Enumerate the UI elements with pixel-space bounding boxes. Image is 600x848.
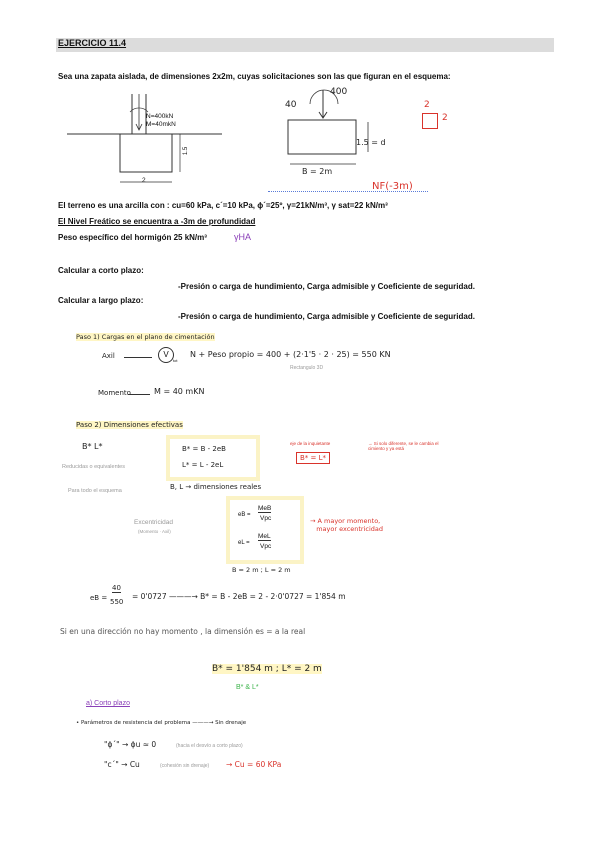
short-item: -Presión o carga de hundimiento, Carga admisible y Coeficiente de seguridad. <box>178 282 475 291</box>
box1-line1: B* = B - 2eB <box>182 445 226 453</box>
concrete-text: Peso específico del hormigón 25 kN/m³ <box>58 233 207 242</box>
bl-real: B, L → dimensiones reales <box>170 483 262 491</box>
sketch-load: 400 <box>330 87 348 97</box>
sketch-depth: 1.5 = d <box>356 138 386 147</box>
red-note2: → Si solo diferente, se le cambia el cimiento y ya está <box>368 441 439 451</box>
axil-sub: tot <box>173 358 178 363</box>
final-result: B* = 1'854 m ; L* = 2 m <box>212 664 322 674</box>
axil-label: Axil <box>102 352 115 360</box>
phi-note: (hacia el desvío a corto plazo) <box>176 743 243 749</box>
eb-num: MeB <box>258 505 272 512</box>
page-title: EJERCICIO 11.4 <box>58 38 127 48</box>
momento-arrow <box>128 394 150 395</box>
el-den: Vpc <box>260 543 272 550</box>
axil-symbol: V <box>158 347 174 363</box>
box1-line2: L* = L - 2eL <box>182 461 224 469</box>
red-mayor: → A mayor momento, mayor excentricidad <box>310 517 384 533</box>
eb-den: Vpc <box>260 515 272 522</box>
cu-value: → Cu = 60 KPa <box>226 760 282 769</box>
load-labels <box>146 113 176 129</box>
intro-text: Sea una zapata aislada, de dimensiones 2x2m, cuyas solicitaciones son las que figuran en el esquema: <box>58 72 451 81</box>
el-num: MeL <box>258 533 271 540</box>
long-item: -Presión o carga de hundimiento, Carga admisible y Coeficiente de seguridad. <box>178 312 475 321</box>
c-note: (cohesión sin drenaje) <box>160 763 210 769</box>
width-label: 2 <box>142 177 146 184</box>
momento-label: Momento <box>98 389 131 397</box>
excent-sub: (Momento · Axil) <box>138 529 171 534</box>
water-text: El Nivel Freático se encuentra a -3m de profundidad <box>58 217 256 226</box>
long-label: Calcular a largo plazo: <box>58 296 144 305</box>
header-bar <box>56 38 554 52</box>
axil-equation: N + Peso propio = 400 + (2·1'5 · 2 · 25) = 550 KN <box>190 350 391 359</box>
b2l2: B = 2 m ; L = 2 m <box>232 566 291 574</box>
corto-heading: a) Corto plazo <box>86 700 130 707</box>
concrete-symbol: γHA <box>234 232 252 242</box>
sketch-moment: 40 <box>285 100 297 110</box>
phi-line: "ϕ´" → ϕu ≈ 0 <box>104 740 157 749</box>
sketch-nf: NF(-3m) <box>372 181 413 192</box>
m-label: M=40mkN <box>146 121 176 128</box>
sketch-width: B = 2m <box>302 167 333 176</box>
eb-calc-lhs: eB = <box>90 594 108 602</box>
c-line: "c´" → Cu <box>104 760 140 769</box>
paso1-heading: Paso 1) Cargas en el plano de cimentación <box>76 333 215 341</box>
el-lhs: eL = <box>238 540 250 546</box>
rect-note: Rectangulo 3D <box>290 365 324 371</box>
paso2-heading: Paso 2) Dimensiones efectivas <box>76 421 183 429</box>
square-sketch <box>422 113 438 129</box>
final-sub: B* & L* <box>236 684 259 691</box>
red-note1: eje de la inquietante <box>290 441 331 446</box>
momento-equation: M = 40 mKN <box>154 387 205 396</box>
n-label: N=400kN <box>146 113 174 120</box>
red-box: B* = L* <box>296 452 330 464</box>
square-right: 2 <box>442 113 448 123</box>
excent-label: Excentricidad <box>134 519 174 526</box>
eb-calc-den: 550 <box>110 598 124 606</box>
axil-arrow <box>124 357 152 358</box>
short-label: Calcular a corto plazo: <box>58 266 144 275</box>
reducidas-note: Reducidas o equivalentes <box>62 464 125 470</box>
eb-calc-num: 40 <box>112 584 121 592</box>
depth-label: 1.5 <box>183 146 190 156</box>
excent-box <box>226 496 304 564</box>
para-note: Para todo el esquema <box>68 488 122 494</box>
footing-diagram <box>62 92 232 197</box>
param-line: • Parámetros de resistencia del problema ———→ Sin drenaje <box>76 720 247 726</box>
eb-lhs: eB = <box>238 512 251 518</box>
effective-dims-box <box>166 435 260 481</box>
soil-text: El terreno es una arcilla con : cu=60 kPa, c´=10 kPa, ϕ´=25º, γ=21kN/m³, γ sat=22 kN/m³ <box>58 201 388 210</box>
square-top: 2 <box>424 100 430 110</box>
eb-calc-rhs: = 0'0727 ———→ B* = B - 2eB = 2 - 2·0'0727 = 1'854 m <box>132 592 346 601</box>
si-direccion: Si en una dirección no hay momento , la dimensión es = a la real <box>60 627 306 636</box>
bstar-label: B* L* <box>82 442 103 451</box>
